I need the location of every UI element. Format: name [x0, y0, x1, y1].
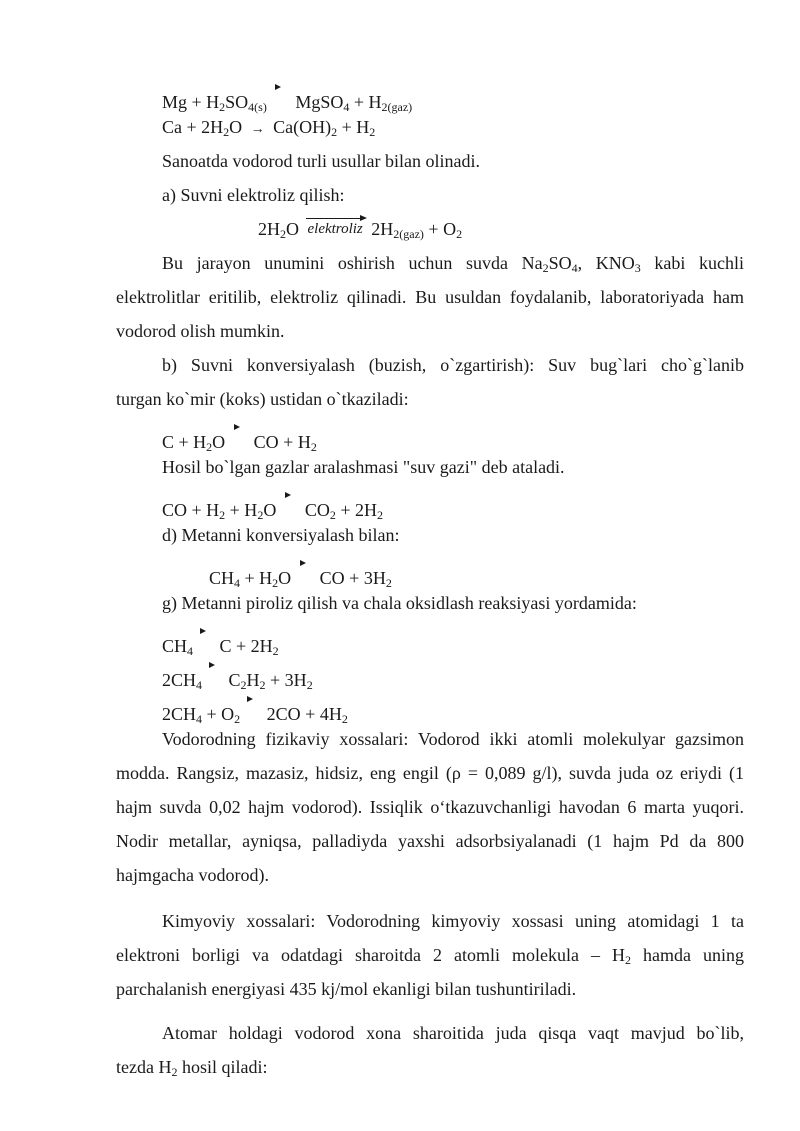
eq-text: O [286, 219, 299, 239]
eq-subscript: 2 [272, 576, 279, 590]
eq-text: 2CH [162, 704, 197, 724]
text: , KNO [577, 253, 635, 273]
eq-subscript: 2 [341, 712, 348, 726]
eq-text: CO + H [162, 500, 220, 520]
eq-subscript: 2 [369, 125, 376, 139]
eq-subscript: 2 [310, 440, 317, 454]
equation-co-shift [116, 490, 744, 521]
eq-subscript: 2(gaz) [381, 100, 413, 114]
eq-text: + 3H [265, 670, 307, 690]
paragraph-chemical-line1: Kimyoviy xossalari: Vodorodning kimyoviy xossasi uning atomidagi 1 ta [162, 911, 744, 931]
text: hamda uning [631, 945, 745, 965]
eq-subscript: 2(gaz) [393, 227, 424, 241]
subscript: 3 [634, 261, 641, 275]
subscript: 2 [171, 1065, 178, 1079]
eq-text: H [246, 670, 260, 690]
eq-text: CO + H [253, 432, 311, 452]
eq-text: 2CO + 4H [266, 704, 342, 724]
eq-text: Ca + 2H [162, 117, 224, 137]
equation-methane-conversion [116, 558, 744, 589]
eq-text: 2H [371, 219, 394, 239]
eq-text: SO [225, 92, 249, 112]
equation-c-h2o [116, 422, 744, 453]
right-arrow-icon: → [250, 122, 265, 137]
eq-text: O [278, 568, 292, 588]
eq-text: Mg + H [162, 92, 220, 112]
eq-text: CO + 3H [319, 568, 386, 588]
paragraph-water-gas: Hosil bo`lgan gazlar aralashmasi "suv gazi" deb ataladi. [162, 457, 565, 477]
eq-text: O [263, 500, 277, 520]
eq-text: C + H [162, 432, 207, 452]
eq-text: CH [162, 636, 188, 656]
paragraph-electrolytes-line1 [116, 252, 744, 274]
paragraph-physical-line1: Vodorodning fizikaviy xossalari: Vodorod ikki atomli molekulyar gazsimon [162, 729, 744, 749]
equation-2ch4-acetylene [116, 660, 744, 691]
eq-text: + O [202, 704, 235, 724]
eq-subscript: 4 [187, 644, 194, 658]
eq-subscript: 2 [259, 678, 266, 692]
paragraph-atomic-line2 [116, 1056, 744, 1078]
paragraph-industry: Sanoatda vodorod turli usullar bilan olinadi. [162, 151, 480, 171]
item-b-line2: turgan ko`mir (koks) ustidan o`tkaziladi: [116, 389, 409, 409]
eq-subscript: 4(s) [248, 100, 267, 114]
eq-text: Ca(OH) [273, 117, 332, 137]
eq-subscript: 2 [306, 678, 313, 692]
subscript: 2 [625, 953, 631, 967]
eq-subscript: 2 [385, 576, 392, 590]
eq-subscript: 4 [234, 576, 241, 590]
subscript: 4 [571, 261, 578, 275]
equation-partial-oxidation [116, 694, 744, 725]
text: kabi kuchli [640, 253, 745, 273]
electrolysis-arrow-icon: elektroliz [304, 221, 367, 237]
text: hosil qiladi: [177, 1057, 268, 1077]
subscript: 2 [542, 261, 549, 275]
eq-text: 2CH [162, 670, 197, 690]
eq-subscript: 2 [331, 125, 338, 139]
eq-subscript: 2 [219, 508, 226, 522]
eq-subscript: 2 [240, 678, 247, 692]
paragraph-physical-line2: modda. Rangsiz, mazasiz, hidsiz, eng engil (ρ = 0,089 g/l), suvda juda oz eriydi (1 [116, 763, 744, 783]
eq-subscript: 2 [329, 508, 336, 522]
eq-subscript: 2 [257, 508, 264, 522]
eq-text: 2H [258, 219, 280, 239]
eq-subscript: 2 [456, 227, 463, 241]
eq-subscript: 2 [272, 644, 279, 658]
eq-subscript: 2 [206, 440, 213, 454]
text: SO [548, 253, 572, 273]
eq-text: CO [304, 500, 330, 520]
equation-electrolysis [116, 218, 744, 240]
paragraph-atomic-line1: Atomar holdagi vodorod xona sharoitida juda qisqa vaqt mavjud bo`lib, [162, 1023, 744, 1043]
item-a-heading: a) Suvni elektroliz qilish: [162, 185, 345, 205]
eq-text: MgSO [295, 92, 344, 112]
paragraph-electrolytes-line3: vodorod olish mumkin. [116, 321, 285, 341]
eq-text: + O [423, 219, 457, 239]
text: elektroni borligi va odatdagi sharoitda 2 atomli molekula – H [116, 945, 625, 965]
paragraph-electrolytes-line2: elektrolitlar eritilib, elektroliz qilinadi. Bu usuldan foydalanib, laboratoriyada ham [116, 287, 744, 307]
eq-text: + H [349, 92, 382, 112]
eq-text: C [228, 670, 241, 690]
item-g-heading: g) Metanni piroliz qilish va chala oksidlash reaksiyasi yordamida: [162, 593, 637, 613]
eq-subscript: 2 [280, 227, 286, 241]
paragraph-physical-line5: hajmgacha vodorod). [116, 865, 269, 885]
eq-subscript: 2 [219, 100, 226, 114]
equation-mg-h2so4 [116, 82, 744, 113]
eq-subscript: 2 [376, 508, 383, 522]
eq-text: + H [337, 117, 370, 137]
eq-text: CH [209, 568, 235, 588]
paragraph-chemical-line3: parchalanish energiyasi 435 kj/mol ekanligi bilan tushuntiriladi. [116, 979, 577, 999]
text: tezda H [116, 1057, 172, 1077]
paragraph-chemical-line2 [116, 944, 744, 966]
eq-text: O [212, 432, 226, 452]
paragraph-physical-line3: hajm suvda 0,02 hajm vodorod). Issiqlik o‘tkazuvchanligi havodan 6 marta yuqori. [116, 797, 744, 817]
eq-text: C + 2H [219, 636, 273, 656]
equation-ch4-pyrolysis [116, 626, 744, 657]
eq-text: + 2H [335, 500, 377, 520]
paragraph-physical-line4: Nodir metallar, ayniqsa, palladiyda yaxshi adsorbsiyalanadi (1 hajm Pd da 800 [116, 831, 744, 851]
item-b-line1: b) Suvni konversiyalash (buzish, o`zgartirish): Suv bug`lari cho`g`lanib [162, 355, 744, 375]
eq-subscript: 4 [343, 100, 350, 114]
item-d-heading: d) Metanni konversiyalash bilan: [162, 525, 400, 545]
eq-subscript: 2 [223, 125, 230, 139]
eq-text: + H [225, 500, 258, 520]
eq-subscript: 2 [234, 712, 241, 726]
eq-text: O [229, 117, 243, 137]
text: Bu jarayon unumini oshirish uchun suvda Na [162, 253, 543, 273]
eq-text: + H [240, 568, 273, 588]
eq-subscript: 4 [196, 712, 203, 726]
eq-subscript: 4 [196, 678, 203, 692]
equation-ca-h2o [116, 116, 744, 141]
